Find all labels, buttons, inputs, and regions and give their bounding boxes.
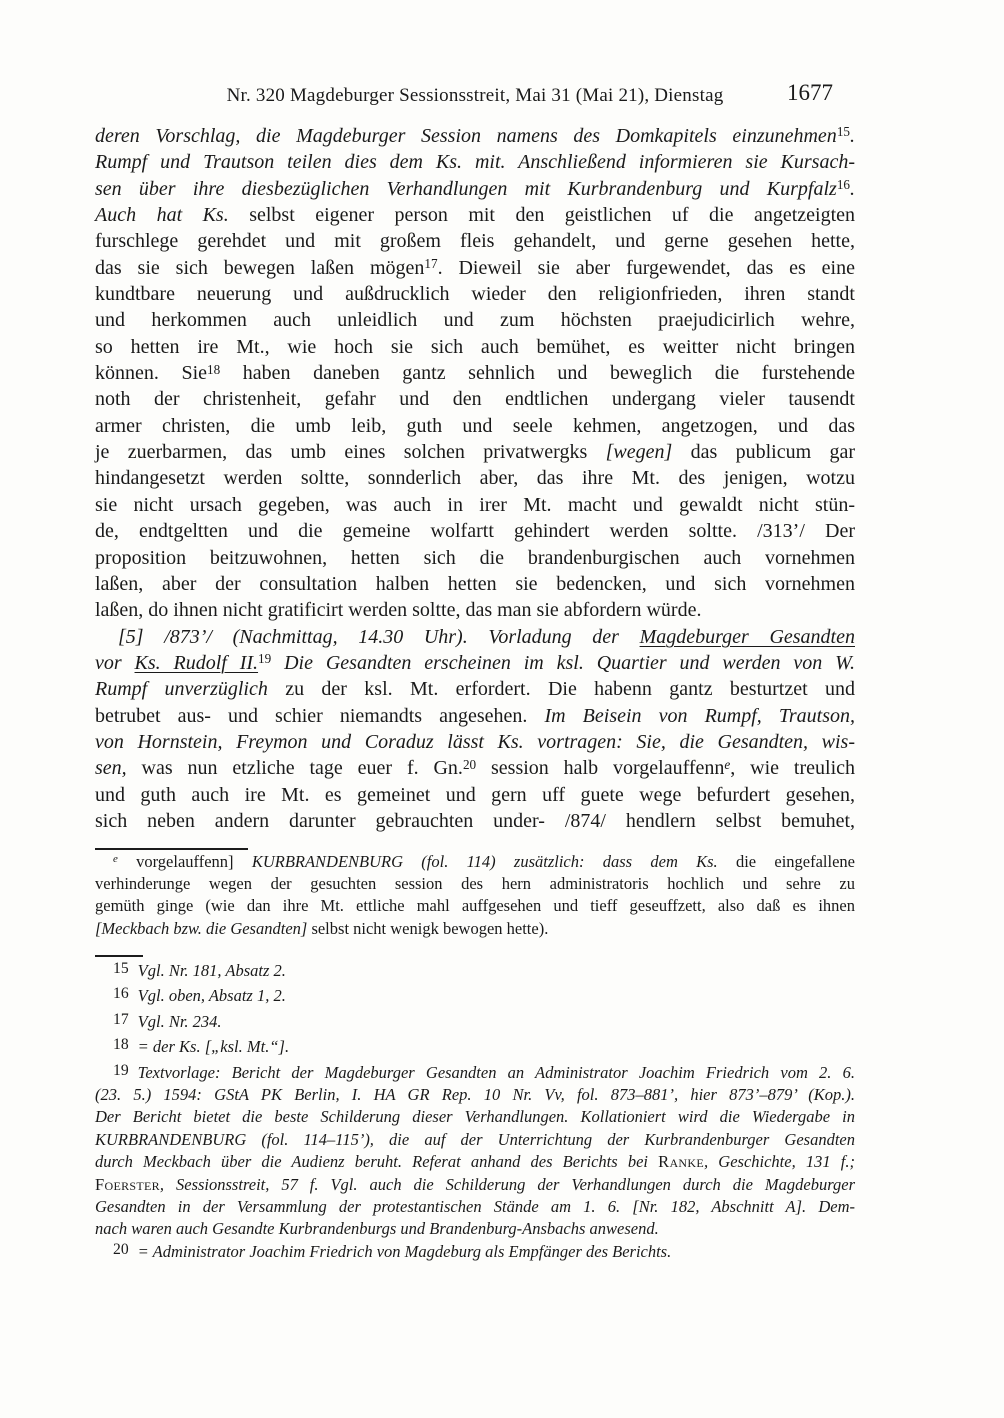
text-run: (23. 5.) 1594: GStA PK Berlin, I. HA GR Rep. 10 Nr. Vv, fol. 873–881’, hier 873’–879’ (Kop.).	[95, 1085, 855, 1105]
footnote-number: 19	[113, 1061, 129, 1079]
text-run: Gesandten in der Versammlung der protestantischen Stände am 1. 6. [Nr. 182, Abschnitt A]. Dem-	[95, 1197, 855, 1217]
text-run: laßen, aber der consultation halben hetten sie bedencken, und sich vornehmen	[95, 572, 855, 595]
footnote-separator-rule	[95, 955, 143, 957]
text-run: de, endtgeltten und die gemeine wolfartt gehindert werden soltte. /313’/ Der	[95, 520, 855, 543]
text-line	[95, 873, 855, 895]
text-line	[95, 545, 855, 571]
footnote-marker: e	[724, 756, 731, 772]
footnote-marker: 16	[836, 177, 850, 193]
text-run: vor	[95, 651, 135, 674]
text-line	[95, 650, 855, 676]
text-run: das publicum gar	[672, 441, 855, 464]
text-run: betrubet aus- und schier niemandts angesehen.	[95, 704, 545, 727]
text-run: Der Bericht bietet die beste Schilderung dieser Verhandlungen. Kollationiert wird die Wiedergabe in	[95, 1107, 855, 1127]
footnote-marker: 18	[207, 361, 221, 377]
text-run: Magdeburger Gesandten	[639, 625, 855, 648]
text-line	[95, 851, 855, 873]
text-run: können. Sie	[95, 362, 208, 385]
text-run: Textvorlage: Bericht der Magdeburger Gesandten an Administrator Joachim Friedrich vom 2. 6.	[137, 1062, 855, 1082]
text-run: Die Gesandten erscheinen im ksl. Quartier und werden von W.	[271, 651, 855, 674]
text-run: Vgl. oben, Absatz 1, 2.	[137, 986, 286, 1006]
paragraph-summary-continuation	[95, 123, 855, 624]
text-line	[95, 1036, 855, 1058]
page-number: 1677	[787, 80, 833, 105]
text-run: Im Beisein von Rumpf, Trautson,	[544, 704, 855, 727]
text-run: Auch hat Ks.	[95, 204, 229, 227]
text-line	[95, 782, 855, 808]
text-line	[95, 1174, 855, 1196]
text-run: und guth auch ire Mt. es gemeinet und gern uff guete wege befurdert gesehen,	[95, 783, 855, 806]
text-line	[95, 413, 855, 439]
text-run: .	[850, 125, 855, 147]
text-line	[95, 960, 855, 982]
paragraph-section-5-vorladung	[95, 624, 855, 835]
text-run: , wie treulich	[730, 757, 855, 780]
text-run: = der Ks. [„ksl. Mt.“].	[137, 1037, 290, 1057]
text-line	[95, 439, 855, 465]
text-line	[95, 1062, 855, 1084]
text-run: je zuerbarmen, das umb eines solchen privatwergks	[95, 441, 606, 464]
text-run: proposition beitzuwohnen, hetten sich die brandenburgischen auch vornehmen	[95, 546, 855, 569]
text-run: verhinderunge wegen der gesuchten session des hern administratoris hochlich und sehre zu	[95, 874, 855, 894]
footnote-marker: e	[113, 853, 118, 866]
apparatus-separator-rule	[95, 848, 248, 850]
text-run: durch Meckbach über die Audienz beruht. Referat anhand des Berichts bei	[95, 1152, 659, 1172]
text-run: kundtbare neuerung und außdrucklich wieder den religionfrieden, ihren standt	[95, 283, 855, 306]
text-line	[95, 281, 855, 307]
text-line	[95, 228, 855, 254]
text-line	[95, 571, 855, 597]
text-line	[95, 492, 855, 518]
text-line	[95, 703, 855, 729]
footnote-marker: 20	[462, 756, 477, 772]
text-line	[95, 1151, 855, 1173]
text-run: [wegen]	[605, 441, 673, 464]
text-line	[95, 123, 855, 149]
running-title: Nr. 320 Magdeburger Sessionsstreit, Mai 31 (Mai 21), Dienstag	[226, 85, 724, 106]
text-line	[95, 1129, 855, 1151]
text-run: Rumpf unverzüglich	[95, 678, 268, 701]
footnotes	[95, 960, 855, 1263]
text-run: Rumpf und Trautson teilen dies dem Ks. mit. Anschließend informieren sie Kursach-	[95, 151, 855, 174]
text-line	[95, 1106, 855, 1128]
critical-apparatus-note-e	[95, 851, 855, 940]
text-run: gemüth ginge (wie dan ihre Mt. ettliche mahl auffgesehen und tieff geseuffzett, also daß es ihnen	[95, 896, 855, 916]
text-run: hindangesetzt werden soltte, sonnderlich aber, das ihre Mt. des jenigen, wotzu	[95, 467, 855, 490]
text-line	[95, 255, 855, 281]
text-run: Ks. Rudolf II.	[134, 651, 259, 674]
text-run: sie nicht ursach gegeben, was auch in irer Mt. macht und gewaldt nicht stün-	[95, 493, 855, 516]
text-run: [5] /873’/ (Nachmittag, 14.30 Uhr). Vorladung der	[118, 625, 640, 648]
text-line	[95, 918, 855, 940]
text-line	[95, 202, 855, 228]
text-line	[95, 1218, 855, 1240]
text-line	[95, 808, 855, 834]
text-line	[95, 1084, 855, 1106]
text-run: Ranke	[658, 1152, 704, 1172]
text-run: furschlege gerehdet und mit großem fleis gehandelt, und gerne gesehen hette,	[95, 230, 855, 253]
text-run: = Administrator Joachim Friedrich von Magdeburg als Empfänger des Berichts.	[137, 1241, 672, 1261]
text-line	[95, 334, 855, 360]
text-run: , Sessionsstreit, 57 f. Vgl. auch die Schilderung der Verhandlungen durch die Magdeburger	[159, 1174, 855, 1194]
footnote-number: 17	[113, 1010, 129, 1028]
text-run: deren Vorschlag, die Magdeburger Session namens des Domkapitels einzunehmen	[95, 125, 837, 147]
text-run: so hetten ire Mt., wie hoch sie sich auch bemühet, es weitter nicht bringen	[95, 335, 855, 358]
text-line	[95, 360, 855, 386]
text-run: vorgelauffenn]	[117, 852, 252, 871]
text-run: Vgl. Nr. 181, Absatz 2.	[137, 961, 286, 980]
text-run: nach waren auch Gesandte Kurbrandenburgs und Brandenburg-Ansbachs anwesend.	[95, 1219, 659, 1239]
footnote-number: 16	[113, 985, 129, 1003]
body-text	[95, 123, 855, 834]
text-run: KURBRANDENBURG (fol. 114–115’), die auf der Unterrichtung der Kurbrandenburger Gesandten	[95, 1129, 855, 1149]
text-line	[95, 307, 855, 333]
text-run: zu der ksl. Mt. erfordert. Die habenn gantz besturtzet und	[267, 678, 856, 701]
text-line	[95, 176, 855, 202]
text-run: die eingefallene	[717, 852, 855, 871]
footnote-number: 20	[113, 1240, 129, 1258]
text-run: Vgl. Nr. 234.	[137, 1011, 222, 1031]
text-run: KURBRANDENBURG (fol. 114) zusätzlich: dass dem Ks.	[251, 852, 718, 871]
page-header	[95, 80, 855, 110]
text-run: das sie sich bewegen laßen mögen	[95, 256, 425, 279]
text-line	[95, 465, 855, 491]
text-run: . Dieweil sie aber furgewendet, das es eine	[437, 256, 855, 279]
text-run: sich neben andern darunter gebrauchten under- /874/ hendlern selbst bemuhet,	[95, 809, 855, 832]
text-line	[95, 895, 855, 917]
text-line	[95, 386, 855, 412]
text-line	[95, 1196, 855, 1218]
footnote-number: 18	[113, 1036, 129, 1054]
text-run: , Geschichte, 131 f.;	[704, 1152, 855, 1172]
text-line	[95, 729, 855, 755]
text-run: .	[850, 177, 855, 200]
footnote-number: 15	[113, 960, 129, 977]
text-run: Foerster	[95, 1174, 160, 1194]
text-run: armer christen, die umb leib, guth und seele kehmen, angetzogen, und das	[95, 414, 855, 437]
text-line	[95, 1011, 855, 1033]
footnote-marker: 15	[836, 124, 850, 140]
text-line	[95, 755, 855, 781]
text-run: von Hornstein, Freymon und Coraduz lässt Ks. vortragen: Sie, die Gesandten, wis-	[95, 730, 855, 753]
text-line	[95, 676, 855, 702]
footnote-marker: 17	[424, 256, 438, 272]
text-line	[95, 985, 855, 1007]
text-run: noth der christenheit, gefahr und den endtlichen undergang vieler tausendt	[95, 388, 855, 411]
text-run: session halb vorgelauffenn	[476, 757, 725, 780]
text-run: selbst eigener person mit den geistlichen uf die angetzeigten	[228, 204, 855, 227]
text-run: sen über ihre diesbezüglichen Verhandlungen mit Kurbrandenburg und Kurpfalz	[95, 177, 837, 200]
text-line	[95, 597, 855, 623]
text-line	[95, 518, 855, 544]
text-line	[95, 149, 855, 175]
text-run: was nun etzliche tage euer f. Gn.	[126, 757, 463, 780]
footnote-marker: 19	[258, 651, 272, 667]
text-run: haben daneben gantz sehnlich und beweglich die furstehende	[220, 362, 856, 385]
text-run: und herkommen auch unleidlich und zum höchsten praejudicirlich wehre,	[95, 309, 855, 332]
text-run: selbst nicht wenigk bewogen hette).	[307, 918, 549, 938]
text-run: laßen, do ihnen nicht gratificirt werden soltte, das man sie abfordern würde.	[95, 599, 702, 622]
text-line	[95, 624, 855, 650]
text-run: [Meckbach bzw. die Gesandten]	[95, 918, 308, 938]
text-line	[95, 1241, 855, 1263]
text-run: sen,	[95, 757, 127, 780]
